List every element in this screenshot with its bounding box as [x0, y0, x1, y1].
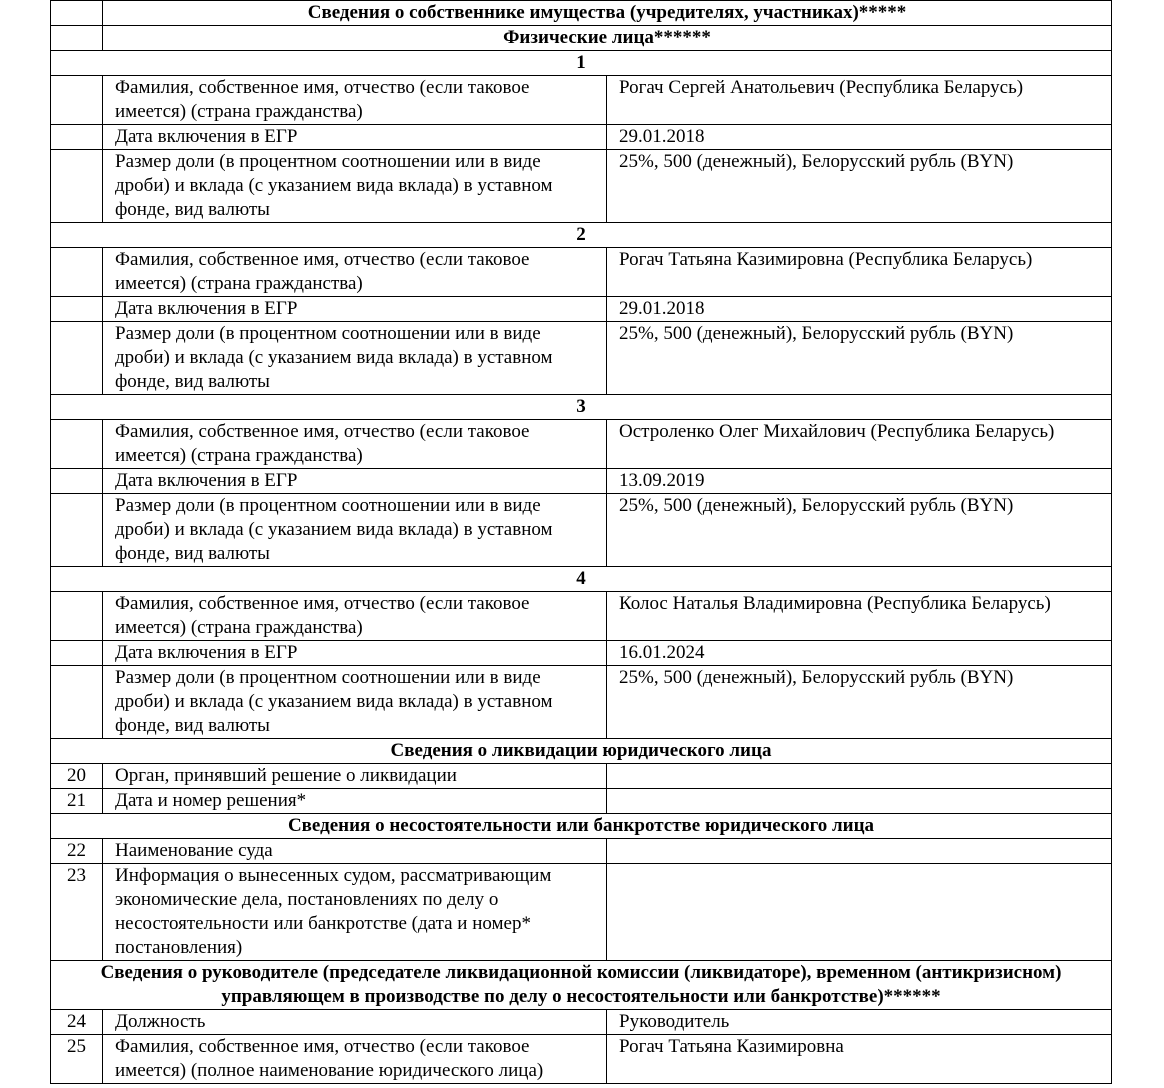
row-number-cell	[51, 150, 103, 223]
person-share-value: 25%, 500 (денежный), Белорусский рубль (BYN)	[607, 322, 1112, 395]
person-date-row	[51, 641, 1112, 666]
person-date-value: 13.09.2019	[607, 469, 1112, 494]
person-index: 2	[51, 223, 1112, 248]
person-name-row	[51, 420, 1112, 469]
row-number-cell	[51, 125, 103, 150]
bankruptcy-section-title: Сведения о несостоятельности или банкротстве юридического лица	[51, 814, 1112, 839]
person-share-label: Размер доли (в процентном соотношении или в виде дроби) и вклада (с указанием вида вклада) в уставном фонде, вид валюты	[103, 150, 607, 223]
individuals-header-row	[51, 26, 1112, 51]
row-number-cell	[51, 297, 103, 322]
row-number: 22	[51, 839, 103, 864]
person-index-row	[51, 51, 1112, 76]
liquidation-section-title: Сведения о ликвидации юридического лица	[51, 739, 1112, 764]
person-share-row	[51, 494, 1112, 567]
row-21	[51, 789, 1112, 814]
individuals-subsection-title: Физические лица******	[103, 26, 1112, 51]
row-number-cell	[51, 420, 103, 469]
row-20	[51, 764, 1112, 789]
row-number-cell	[51, 322, 103, 395]
person-name-row	[51, 592, 1112, 641]
person-index: 4	[51, 567, 1112, 592]
person-date-value: 29.01.2018	[607, 297, 1112, 322]
person-date-label: Дата включения в ЕГР	[103, 469, 607, 494]
person-name-label: Фамилия, собственное имя, отчество (если таковое имеется) (страна гражданства)	[103, 592, 607, 641]
person-index-row	[51, 223, 1112, 248]
row-number-cell	[51, 641, 103, 666]
person-index-row	[51, 567, 1112, 592]
person-date-value: 29.01.2018	[607, 125, 1112, 150]
row-value	[607, 839, 1112, 864]
row-22	[51, 839, 1112, 864]
row-value: Руководитель	[607, 1010, 1112, 1035]
person-name-value: Рогач Сергей Анатольевич (Республика Беларусь)	[607, 76, 1112, 125]
row-label: Орган, принявший решение о ликвидации	[103, 764, 607, 789]
person-share-row	[51, 150, 1112, 223]
person-date-label: Дата включения в ЕГР	[103, 641, 607, 666]
row-number-cell	[51, 592, 103, 641]
person-name-label: Фамилия, собственное имя, отчество (если таковое имеется) (страна гражданства)	[103, 248, 607, 297]
row-23	[51, 864, 1112, 961]
person-share-label: Размер доли (в процентном соотношении или в виде дроби) и вклада (с указанием вида вклада) в уставном фонде, вид валюты	[103, 494, 607, 567]
row-number-cell	[51, 76, 103, 125]
registry-extract-document	[50, 0, 1112, 1084]
row-number-cell	[51, 469, 103, 494]
row-label: Должность	[103, 1010, 607, 1035]
individuals-header-blank-cell	[51, 26, 103, 51]
row-number: 24	[51, 1010, 103, 1035]
row-24	[51, 1010, 1112, 1035]
row-value	[607, 764, 1112, 789]
liquidation-header-row	[51, 739, 1112, 764]
row-number-cell	[51, 248, 103, 297]
row-label: Наименование суда	[103, 839, 607, 864]
person-date-label: Дата включения в ЕГР	[103, 125, 607, 150]
manager-header-row	[51, 961, 1112, 1010]
row-label: Информация о вынесенных судом, рассматривающим экономические дела, постановлениях по делу о несостоятельности или банкротстве (дата и номер* постановления)	[103, 864, 607, 961]
person-share-value: 25%, 500 (денежный), Белорусский рубль (BYN)	[607, 494, 1112, 567]
row-25	[51, 1035, 1112, 1084]
row-value	[607, 864, 1112, 961]
row-label: Дата и номер решения*	[103, 789, 607, 814]
person-name-row	[51, 76, 1112, 125]
bankruptcy-header-row	[51, 814, 1112, 839]
row-number-cell	[51, 494, 103, 567]
row-number-cell	[51, 666, 103, 739]
person-share-label: Размер доли (в процентном соотношении или в виде дроби) и вклада (с указанием вида вклада) в уставном фонде, вид валюты	[103, 322, 607, 395]
person-name-value: Остроленко Олег Михайлович (Республика Беларусь)	[607, 420, 1112, 469]
person-share-row	[51, 322, 1112, 395]
row-number: 20	[51, 764, 103, 789]
person-name-value: Колос Наталья Владимировна (Республика Беларусь)	[607, 592, 1112, 641]
owners-header-row	[51, 1, 1112, 26]
manager-section-title: Сведения о руководителе (председателе ликвидационной комиссии (ликвидаторе), временном (антикризисном) управляющем в производстве по делу о несостоятельности или банкротстве)******	[51, 961, 1112, 1010]
person-name-value: Рогач Татьяна Казимировна (Республика Беларусь)	[607, 248, 1112, 297]
row-value: Рогач Татьяна Казимировна	[607, 1035, 1112, 1084]
person-name-label: Фамилия, собственное имя, отчество (если таковое имеется) (страна гражданства)	[103, 76, 607, 125]
row-label: Фамилия, собственное имя, отчество (если таковое имеется) (полное наименование юридического лица)	[103, 1035, 607, 1084]
row-number: 25	[51, 1035, 103, 1084]
person-index: 3	[51, 395, 1112, 420]
person-date-row	[51, 469, 1112, 494]
person-date-value: 16.01.2024	[607, 641, 1112, 666]
owners-section-title: Сведения о собственнике имущества (учредителях, участниках)*****	[103, 1, 1112, 26]
person-date-row	[51, 125, 1112, 150]
person-share-row	[51, 666, 1112, 739]
person-index: 1	[51, 51, 1112, 76]
person-share-value: 25%, 500 (денежный), Белорусский рубль (BYN)	[607, 666, 1112, 739]
person-name-label: Фамилия, собственное имя, отчество (если таковое имеется) (страна гражданства)	[103, 420, 607, 469]
owners-header-blank-cell	[51, 1, 103, 26]
person-share-label: Размер доли (в процентном соотношении или в виде дроби) и вклада (с указанием вида вклада) в уставном фонде, вид валюты	[103, 666, 607, 739]
person-index-row	[51, 395, 1112, 420]
row-value	[607, 789, 1112, 814]
person-name-row	[51, 248, 1112, 297]
registry-table	[50, 0, 1112, 1084]
person-date-row	[51, 297, 1112, 322]
person-share-value: 25%, 500 (денежный), Белорусский рубль (BYN)	[607, 150, 1112, 223]
row-number: 23	[51, 864, 103, 961]
person-date-label: Дата включения в ЕГР	[103, 297, 607, 322]
row-number: 21	[51, 789, 103, 814]
